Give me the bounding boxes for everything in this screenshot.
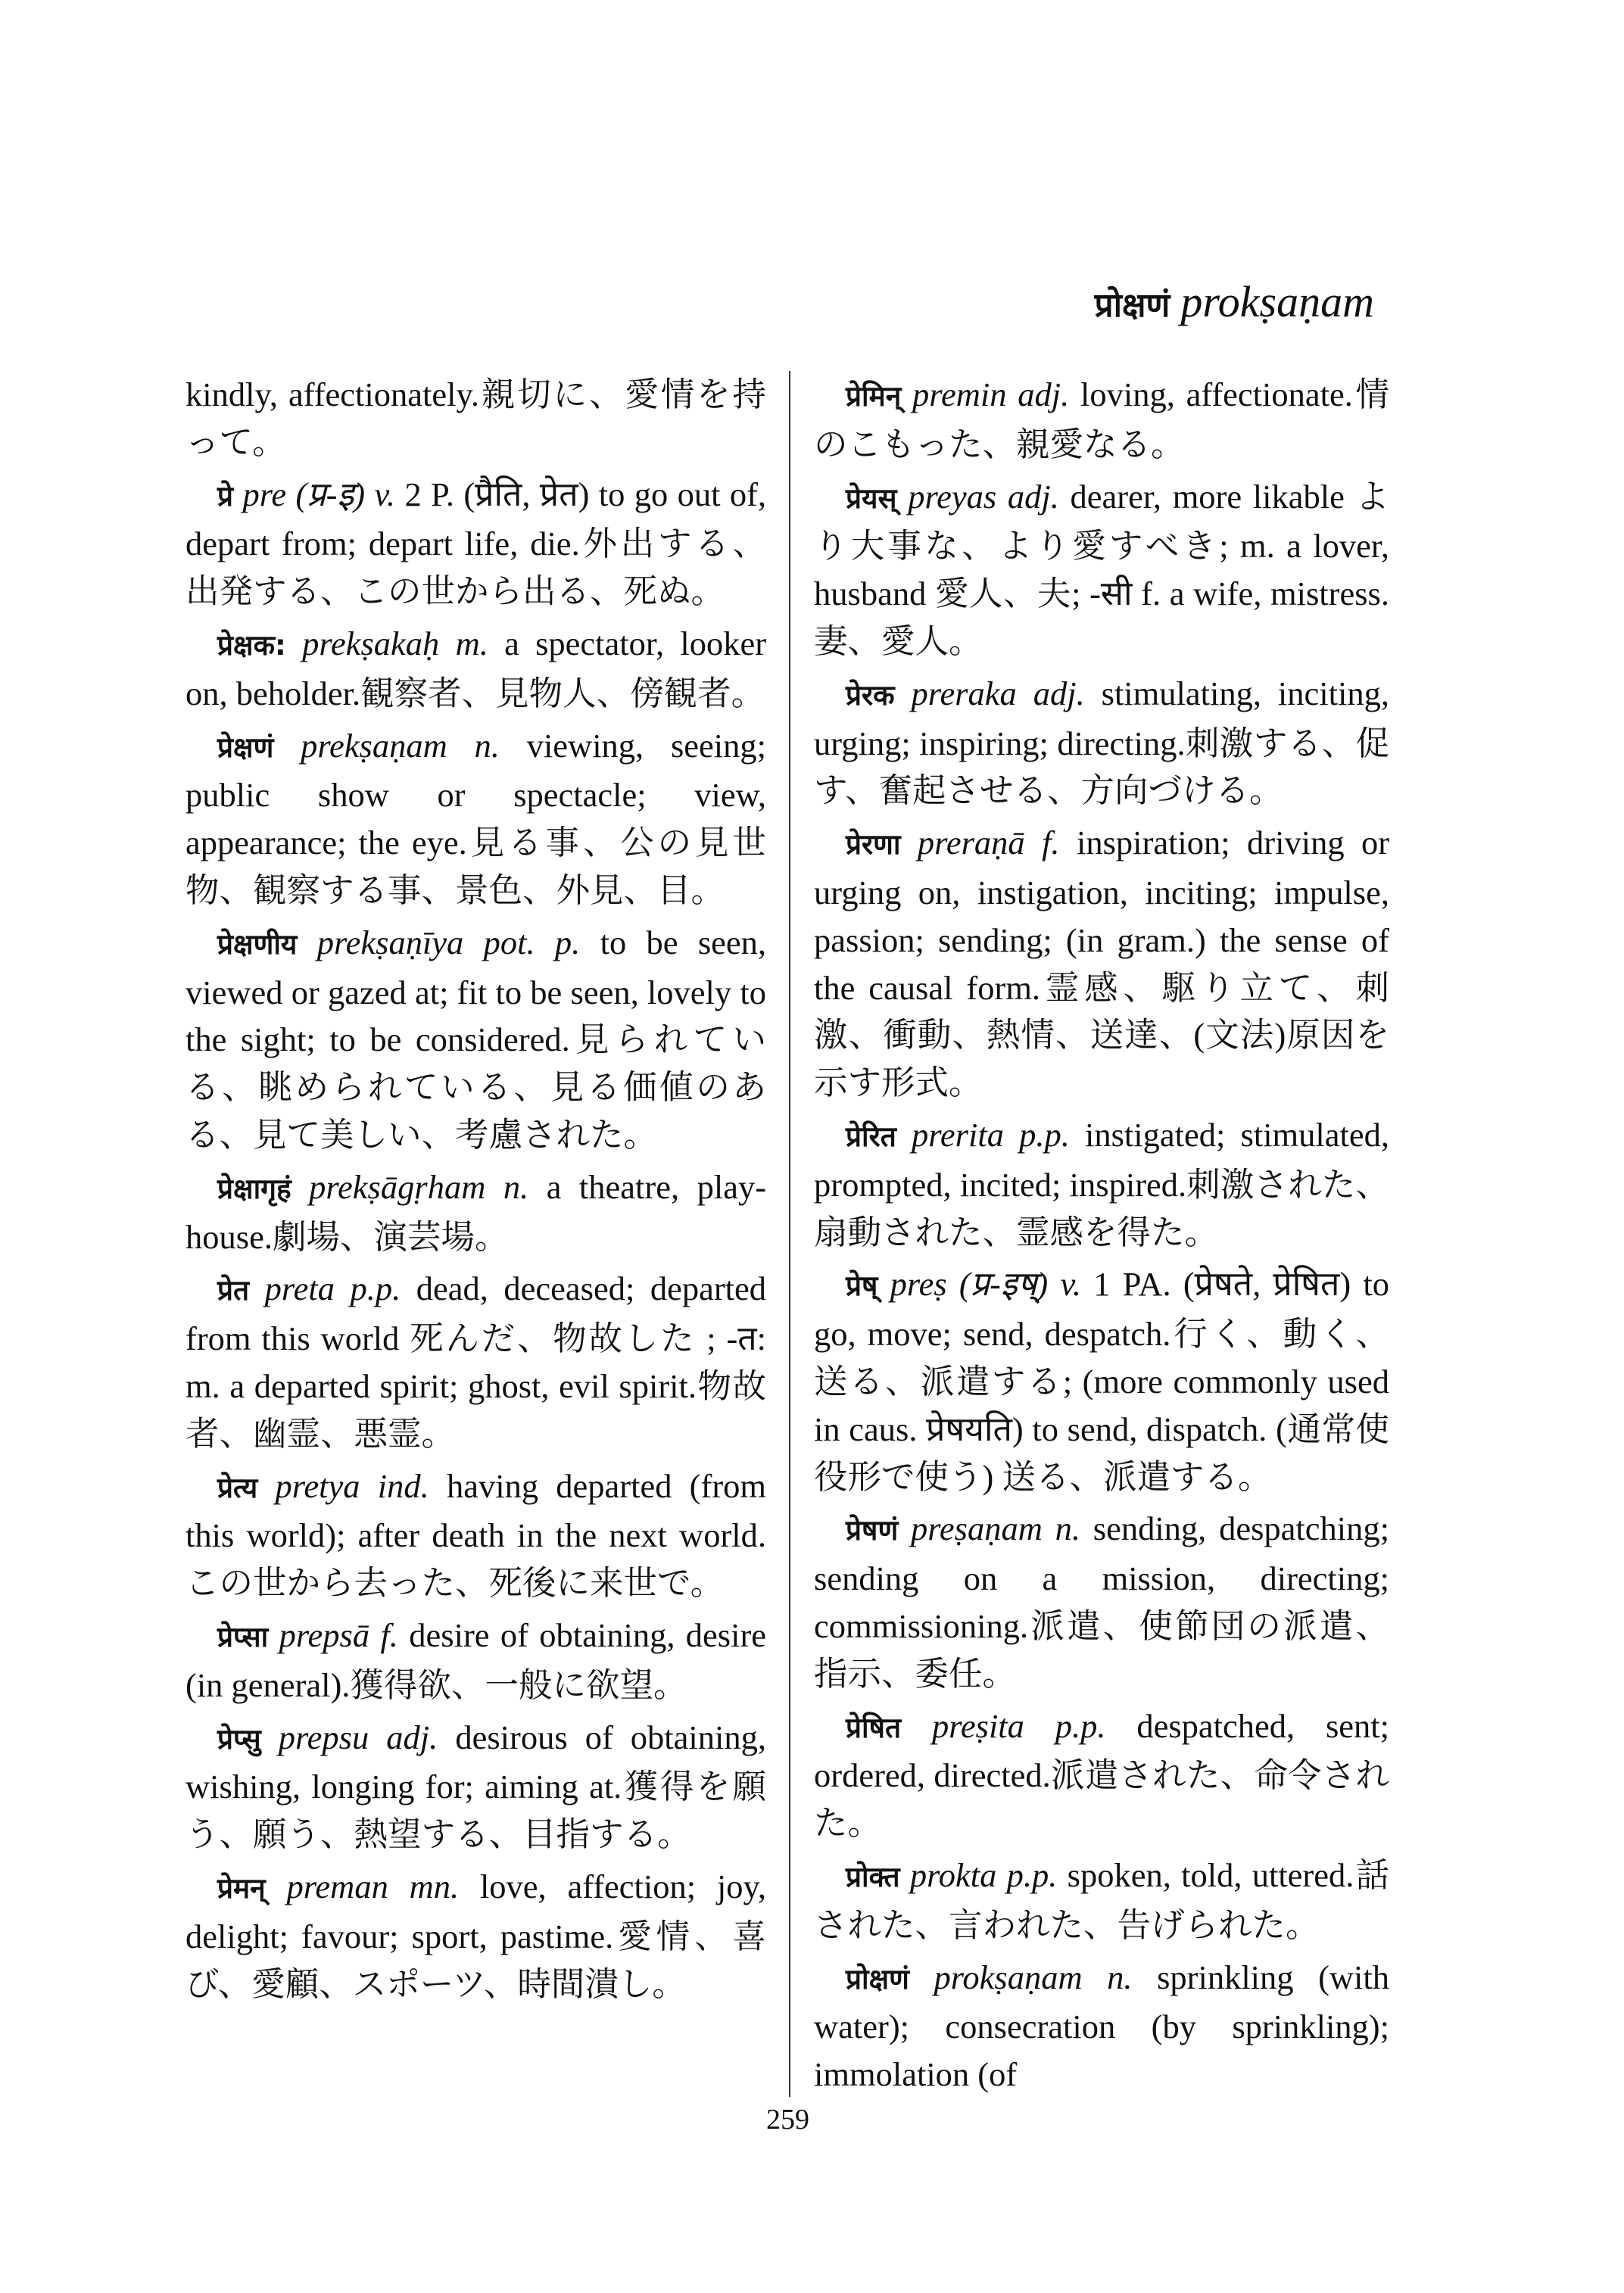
headword-transliteration: preraka	[911, 674, 1017, 712]
grammar-label: ind.	[377, 1466, 429, 1505]
headword-devanagari: प्रेप्सु	[217, 1722, 261, 1756]
headword-transliteration: prekṣaṇīya	[316, 923, 464, 961]
definition-text: sprinkling (with water); consecration (by sprinkling); immolation (of	[814, 1958, 1390, 2094]
headword-devanagari: प्रेरणा	[846, 828, 901, 861]
headword-transliteration: preraṇā	[917, 824, 1025, 862]
headword-transliteration: pretya	[275, 1466, 360, 1505]
grammar-label: f.	[1042, 824, 1060, 862]
grammar-label: (प्र-इ) v.	[295, 475, 396, 513]
grammar-label: m.	[455, 624, 488, 662]
grammar-label: adj.	[1033, 674, 1085, 712]
headword-devanagari: प्रेमिन्	[846, 380, 902, 413]
header-roman: prokṣaṇam	[1180, 277, 1374, 326]
headword-devanagari: प्रेरक	[846, 678, 895, 712]
headword-devanagari: प्रेमन्	[217, 1871, 266, 1905]
dictionary-entry	[814, 1852, 1389, 1949]
definition-text: desire of obtaining, desire (in general).獲得欲、一般に欲望。	[185, 1615, 767, 1704]
right-column	[814, 371, 1389, 2103]
definition-text: loving, affectionate.情のこもった、親愛なる。	[814, 375, 1389, 463]
headword-devanagari: प्रेत्य	[217, 1471, 258, 1504]
dictionary-entry	[814, 1260, 1389, 1500]
definition-text: to be seen, viewed or gazed at; fit to be seen, lovely to the sight; to be considered.見られている、眺められている、見る価値のある、見て美しい、考慮された。	[185, 923, 767, 1154]
dictionary-entry	[185, 1863, 766, 2008]
dictionary-entry	[185, 1463, 766, 1607]
headword-transliteration: preṣita	[931, 1706, 1024, 1745]
definition-text: dead, deceased; departed from this world 死んだ、物故した ; -त: m. a departed spirit; ghost, evil spirit.物故者、幽霊、悪霊。	[185, 1270, 767, 1453]
headword-devanagari: प्रेक्षणं	[217, 731, 274, 764]
headword-transliteration: prerita	[912, 1115, 1004, 1154]
definition-text: a spectator, looker on, beholder.観察者、見物人、傍観者。	[185, 624, 767, 712]
headword-devanagari: प्रेक्षागृहं	[217, 1172, 291, 1205]
definition-text: spoken, told, uttered.話された、言われた、告げられた。	[814, 1855, 1390, 1944]
definition-text: stimulating, inciting, urging; inspiring; directing.刺激する、促す、奮起させる、方向づける。	[814, 674, 1389, 810]
headword-devanagari: प्रोक्त	[846, 1860, 900, 1893]
definition-text: dearer, more likable より大事な、より愛すべき; m. a lover, husband 愛人、夫; -सी f. a wife, mistress.妻、愛人。	[814, 477, 1390, 660]
grammar-label: n.	[474, 726, 500, 765]
headword-devanagari: प्रेप्सा	[217, 1620, 269, 1653]
headword-transliteration: prekṣāgṛham	[309, 1167, 486, 1206]
headword-transliteration: prekṣaṇam	[301, 726, 447, 765]
definition-text: a theatre, play-house.劇場、演芸場。	[185, 1167, 767, 1256]
headword-devanagari: प्रेयस्	[846, 481, 897, 515]
headword-transliteration: prepsā	[279, 1615, 370, 1654]
definition-text: instigated; stimulated, prompted, incited; inspired.刺激された、扇動された、霊感を得た。	[814, 1115, 1390, 1251]
headword-devanagari: प्रेक्षणीय	[217, 927, 298, 961]
grammar-label: p.p.	[1006, 1855, 1058, 1894]
definition-text: sending, despatching; sending on a mission, directing; commissioning.派遣、使節団の派遣、指示、委任。	[814, 1509, 1389, 1693]
headword-transliteration: prepsu	[278, 1718, 369, 1756]
grammar-label: adj.	[386, 1718, 438, 1756]
dictionary-entry	[814, 1954, 1389, 2098]
headword-transliteration: preṣaṇam	[910, 1509, 1043, 1548]
header-devanagari: प्रोक्षणं	[1094, 286, 1170, 325]
grammar-label: p.p.	[1019, 1115, 1070, 1154]
headword-transliteration: prokta	[909, 1855, 997, 1894]
grammar-label: mn.	[409, 1867, 460, 1905]
dictionary-entry	[814, 1111, 1389, 1256]
headword-transliteration: preṣ	[890, 1265, 947, 1304]
grammar-label: (प्र-इष्) v.	[959, 1265, 1082, 1304]
grammar-label: n.	[1107, 1958, 1133, 1996]
definition-text: despatched, sent; ordered, directed.派遣された、命令された。	[814, 1706, 1390, 1843]
headword-transliteration: preyas	[908, 477, 997, 516]
dictionary-entry	[185, 1612, 766, 1709]
headword-transliteration: prekṣakaḥ	[302, 624, 440, 662]
dictionary-entry	[185, 371, 766, 466]
headword-devanagari: प्रेषित	[846, 1711, 902, 1744]
headword-devanagari: प्रे	[217, 479, 234, 512]
headword-devanagari: प्रेत	[217, 1274, 250, 1307]
headword-devanagari: प्रेष्	[846, 1270, 878, 1303]
running-header	[1094, 277, 1374, 326]
dictionary-entry	[814, 371, 1389, 469]
dictionary-entry	[185, 1265, 766, 1457]
dictionary-entry	[814, 1703, 1389, 1847]
definition-text: inspiration; driving or urging on, instigation, inciting; impulse, passion; sending; (in gram.) the sense of the causal form.霊感、駆り立て、刺激、衝動、熱情、送達、(文法)原因を示す形式。	[814, 824, 1390, 1102]
grammar-label: f.	[380, 1615, 398, 1654]
headword-transliteration: premin	[912, 375, 1007, 413]
headword-devanagari: प्रेषणं	[846, 1514, 899, 1547]
dictionary-entry	[185, 919, 766, 1159]
headword-transliteration: preman	[286, 1867, 388, 1905]
page-number: 259	[766, 2104, 809, 2136]
dictionary-entry	[814, 670, 1389, 815]
headword-transliteration: preta	[264, 1270, 335, 1308]
grammar-label: p.p.	[350, 1270, 401, 1308]
dictionary-entry	[185, 1714, 766, 1858]
grammar-label: n.	[503, 1167, 529, 1206]
definition-text: kindly, affectionately.親切に、愛情を持って。	[185, 375, 766, 461]
headword-devanagari: प्रेक्षक:	[217, 628, 286, 662]
left-column	[185, 371, 766, 2012]
dictionary-entry	[185, 722, 766, 914]
dictionary-entry	[185, 471, 766, 615]
grammar-label: adj.	[1007, 477, 1059, 516]
dictionary-entry	[185, 1164, 766, 1261]
definition-text: 2 P. (प्रैति, प्रेत) to go out of, depart from; depart life, die.外出する、出発する、この世から出る、死ぬ。	[185, 475, 767, 611]
dictionary-entry	[185, 620, 766, 718]
grammar-label: n.	[1055, 1509, 1080, 1548]
definition-text: love, affection; joy, delight; favour; sport, pastime.愛情、喜び、愛顧、スポーツ、時間潰し。	[185, 1867, 767, 2003]
dictionary-entry	[814, 473, 1389, 665]
definition-text: having departed (from this world); after death in the next world.この世から去った、死後に来世で。	[185, 1466, 767, 1603]
dictionary-entry	[814, 819, 1389, 1107]
headword-transliteration: prokṣaṇam	[934, 1958, 1083, 1996]
headword-transliteration: pre	[242, 475, 287, 513]
grammar-label: pot. p.	[483, 923, 581, 961]
headword-devanagari: प्रोक्षणं	[846, 1962, 909, 1995]
definition-text: viewing, seeing; public show or spectacle; view, appearance; the eye.見る事、公の見世物、観察する事、景色、外見、目。	[185, 726, 767, 909]
grammar-label: adj.	[1018, 375, 1070, 413]
dictionary-entry	[814, 1505, 1389, 1697]
definition-text: 1 PA. (प्रेषते, प्रेषित) to go, move; send, despatch.行く、動く、送る、派遣する; (more commonly used in caus. प्रेषयति) to send, dispatch. (通常使役形で使う) 送る、派遣する。	[814, 1265, 1390, 1496]
headword-devanagari: प्रेरित	[846, 1120, 896, 1153]
definition-text: desirous of obtaining, wishing, longing for; aiming at.獲得を願う、願う、熱望する、目指する。	[185, 1718, 767, 1854]
grammar-label: p.p.	[1055, 1706, 1106, 1745]
column-divider	[789, 371, 790, 2097]
